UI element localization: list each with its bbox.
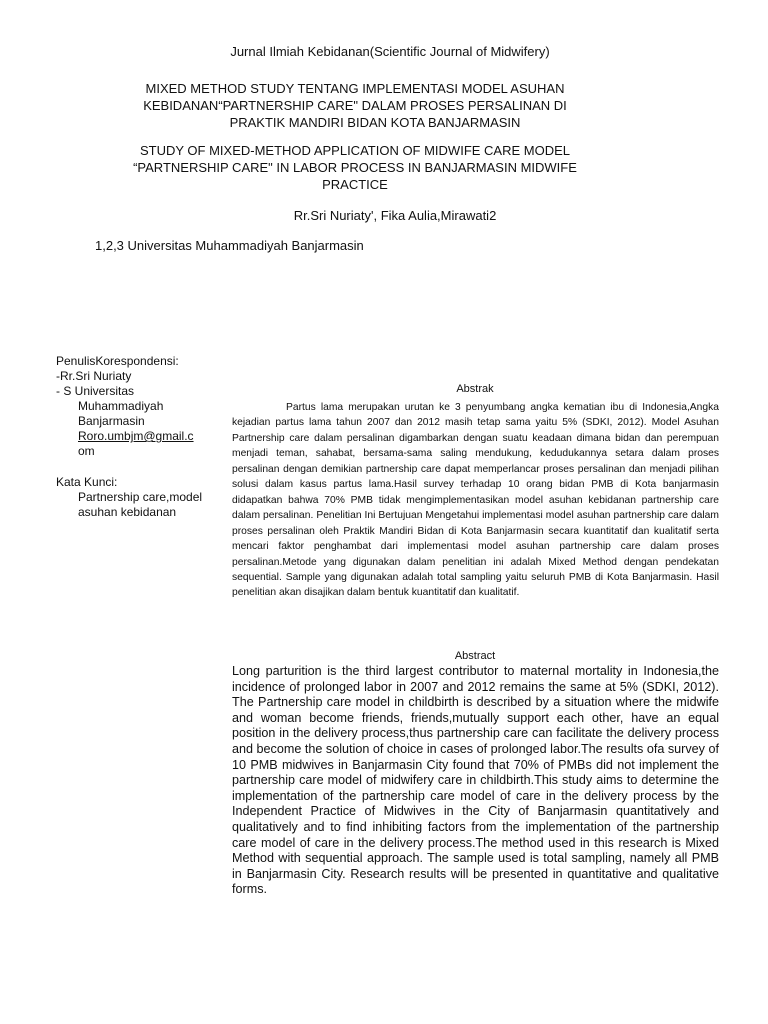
abstrak-heading: Abstrak	[456, 383, 494, 395]
correspondence-university: Banjarmasin	[78, 414, 145, 428]
title-indonesian-line: KEBIDANAN“PARTNERSHIP CARE" DALAM PROSES PERSALINAN DI	[143, 98, 567, 113]
title-indonesian-line: PRAKTIK MANDIRI BIDAN KOTA BANJARMASIN	[229, 115, 521, 130]
title-english-line: PRACTICE	[322, 177, 388, 192]
authors: Rr.Sri Nuriaty', Fika Aulia,Mirawati2	[293, 208, 497, 223]
title-english	[95, 142, 615, 193]
affiliation: 1,2,3 Universitas Muhammadiyah Banjarmasin	[95, 238, 364, 253]
keywords-heading: Kata Kunci:	[56, 475, 118, 489]
abstract-body: Long parturition is the third largest contributor to maternal mortality in Indonesia,the incidence of prolonged labor in 2007 and 2012 remains the same at 5% (SDKI, 2012). The Partnership care model in childbirth is described by a situation where the midwife and woman become friends, friends,mutually support each other, have an equal position in the delivery process,thus partnership care can facilitate the delivery process and become the solution of choice in cases of prolonged labor.The results ofa survey of 10 PMB midwives in Banjarmasin City found that 70% of PMBs did not implement the partnership care model of midwifery care in childbirth.This study aims to determine the implementation of the partnership care model of care in the delivery process by the Independent Practice of Midwives in the City of Banjarmasin quantitatively and qualitatively and to find inhibiting factors from the implementation of the partnership care model of care in the delivery process.The method used in this research is Mixed Method with sequential approach. The sample used is total sampling, namely all PMB in Banjarmasin City. Research results will be presented in quantitative and qualitative forms.	[232, 664, 719, 897]
keywords: Partnership care,model	[78, 490, 203, 504]
title-english-line: “PARTNERSHIP CARE" IN LABOR PROCESS IN BANJARMASIN MIDWIFE	[133, 160, 577, 175]
keywords: asuhan kebidanan	[78, 505, 177, 519]
correspondence-heading: PenulisKorespondensi:	[56, 354, 179, 368]
title-indonesian-line: MIXED METHOD STUDY TENTANG IMPLEMENTASI MODEL ASUHAN	[145, 81, 565, 96]
abstrak-body: Partus lama merupakan urutan ke 3 penyumbang angka kematian ibu di Indonesia,Angka kejadian partus lama tahun 2007 dan 2012 masih tetap sama yaitu 5% (SDKI, 2012). Model Asuhan Partnership care dalam persalinan digambarkan dengan suatu keadaan dimana bidan dan perempuan menjadi teman, sahabat, bersama-sama saling mendukung, kedudukannya setara dalam proses persalinan dengan demikian partnership care dapat memperlancar proses persalinan dan menjadi pilihan solusi dalam kasus partus lama.Hasil survey terhadap 10 orang bidan PMB di Kota banjarmasin didapatkan bahwa 70% PMB tidak mengimplementasikan model asuhan kebidanan partnership care dalam persalinan. Penelitian Ini Bertujuan Mengetahui implementasi model asuhan partnership care dalam proses persalinan oleh Praktik Mandiri Bidan di Kota Banjarmasin secara kuantitatif dan kualitatif serta mencari faktor penghambat dari implementasi model asuhan partnership care dalam proses persalinan.Metode yang digunakan dalam penelitian ini adalah Mixed Method dengan pendekatan sequential. Sample yang digunakan adalah total sampling yaitu seluruh PMB di Kota Banjarmasin. Hasil penelitian akan disajikan dalam bentuk kuantitatif dan kualitatif.	[232, 402, 719, 599]
title-english-line: STUDY OF MIXED-METHOD APPLICATION OF MIDWIFE CARE MODEL	[140, 143, 570, 158]
correspondence-email: om	[78, 444, 95, 458]
title-indonesian	[95, 80, 615, 131]
journal-name: Jurnal Ilmiah Kebidanan(Scientific Journal of Midwifery)	[230, 44, 550, 59]
correspondence-university: - S Universitas	[56, 384, 135, 398]
abstract-heading: Abstract	[454, 650, 496, 662]
correspondence-university: Muhammadiyah	[78, 399, 164, 413]
correspondence-email[interactable]: Roro.umbjm@gmail.c	[78, 429, 194, 443]
correspondence-name: -Rr.Sri Nuriaty	[56, 369, 132, 383]
correspondence-sidebar	[56, 354, 216, 520]
